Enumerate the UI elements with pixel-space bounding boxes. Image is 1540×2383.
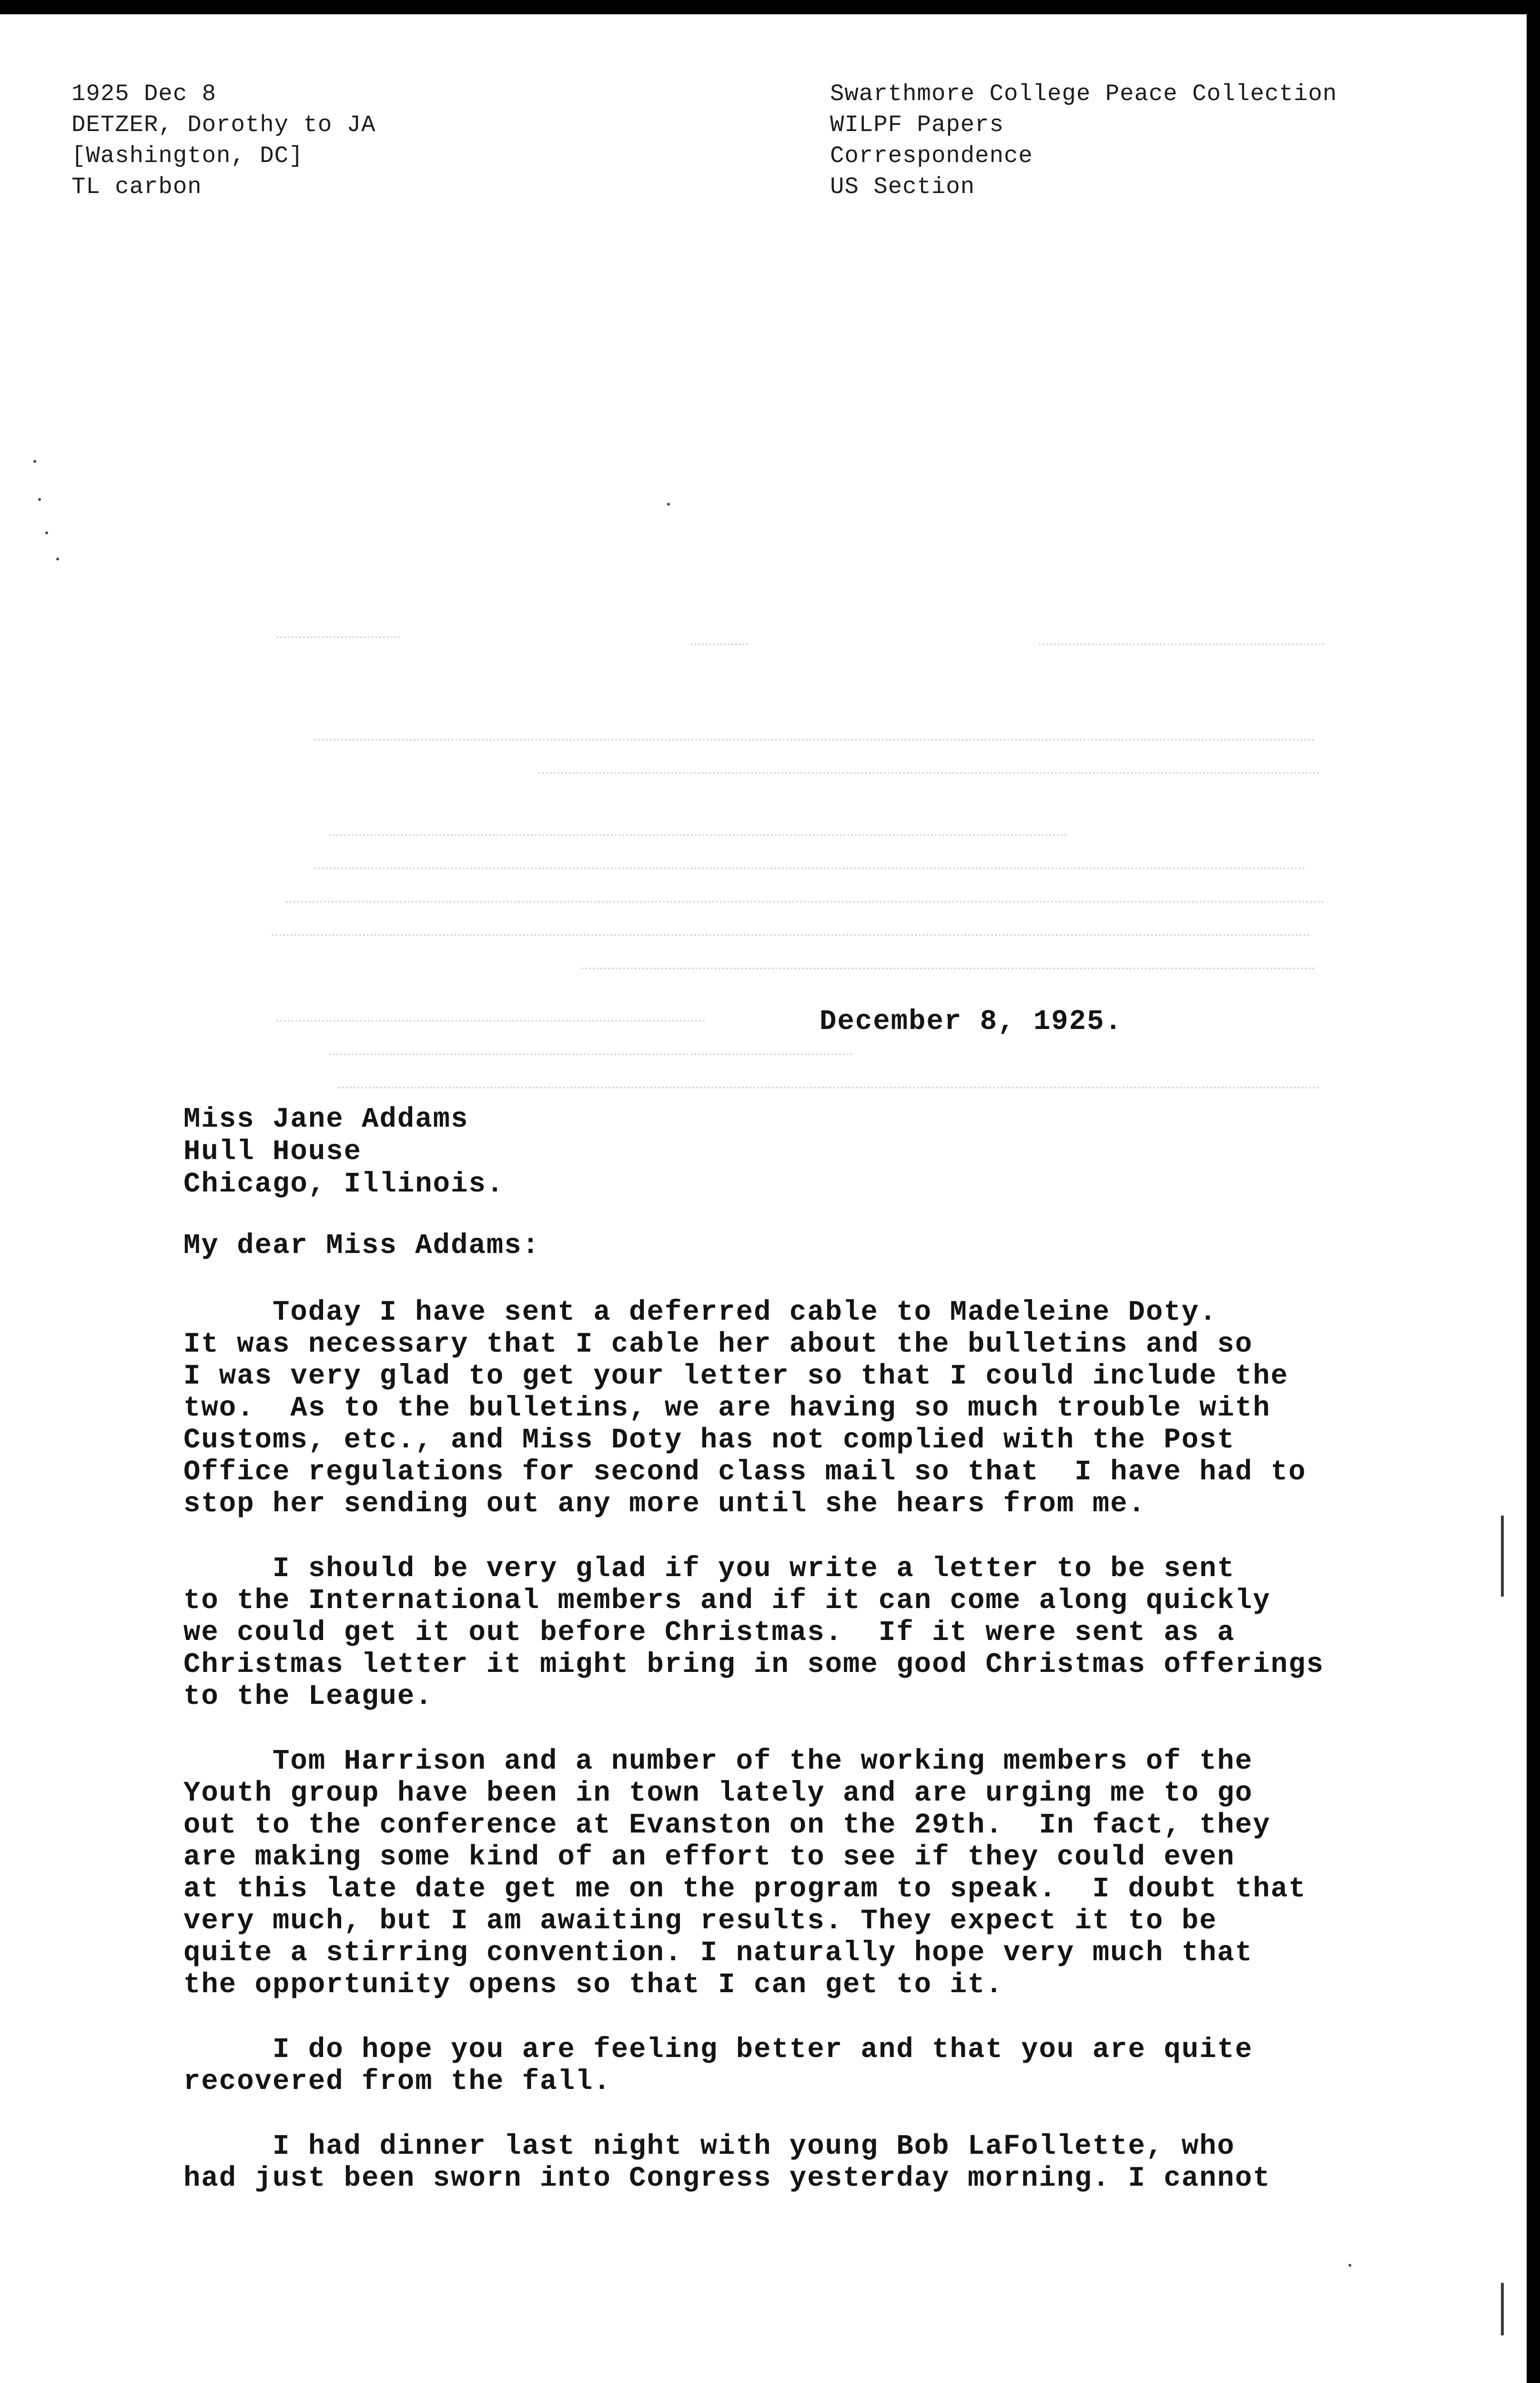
- addressee-house: Hull House: [183, 1136, 362, 1168]
- body-line: Youth group have been in town lately and are urging me to go: [183, 1777, 1253, 1809]
- body-line: to the International members and if it can come along quickly: [183, 1585, 1271, 1617]
- body-line: two. As to the bulletins, we are having so much trouble with: [183, 1392, 1271, 1424]
- paragraph-1: [183, 1296, 1356, 1520]
- paragraph-3: [183, 1745, 1356, 2001]
- letter-body: [183, 1296, 1356, 2227]
- body-line: we could get it out before Christmas. If it were sent as a: [183, 1617, 1235, 1649]
- paragraph-5: [183, 2130, 1356, 2194]
- archive-citation: [71, 79, 376, 203]
- body-line: had just been sworn into Congress yesterday morning. I cannot: [183, 2162, 1271, 2194]
- collection-name: Swarthmore College Peace Collection: [830, 81, 1337, 107]
- body-line: stop her sending out any more until she hears from me.: [183, 1488, 1146, 1520]
- paragraph-4: [183, 2034, 1356, 2098]
- addressee-name: Miss Jane Addams: [183, 1103, 469, 1135]
- paragraph-2: [183, 1553, 1356, 1712]
- body-line: Office regulations for second class mail so that I have had to: [183, 1456, 1307, 1488]
- margin-mark: [1501, 1516, 1504, 1597]
- citation-place: [Washington, DC]: [71, 143, 304, 169]
- collection-papers: WILPF Papers: [830, 112, 1004, 138]
- citation-correspondents: DETZER, Dorothy to JA: [71, 112, 376, 138]
- body-line: I should be very glad if you write a letter to be sent: [183, 1553, 1235, 1585]
- body-line: It was necessary that I cable her about the bulletins and so: [183, 1328, 1253, 1360]
- citation-date: 1925 Dec 8: [71, 81, 217, 107]
- letter-page: [0, 14, 1527, 2383]
- addressee-block: [183, 1103, 504, 1201]
- body-line: Christmas letter it might bring in some good Christmas offerings: [183, 1649, 1324, 1680]
- body-line: are making some kind of an effort to see if they could even: [183, 1841, 1235, 1873]
- body-line: Tom Harrison and a number of the working members of the: [183, 1745, 1253, 1777]
- collection-series: Correspondence: [830, 143, 1033, 169]
- body-line: recovered from the fall.: [183, 2066, 611, 2098]
- body-line: I had dinner last night with young Bob LaFollette, who: [183, 2130, 1235, 2162]
- body-line: Customs, etc., and Miss Doty has not complied with the Post: [183, 1424, 1235, 1456]
- body-line: out to the conference at Evanston on the 29th. In fact, they: [183, 1809, 1271, 1841]
- citation-format: TL carbon: [71, 173, 202, 200]
- collection-section: US Section: [830, 173, 975, 200]
- body-line: I do hope you are feeling better and that you are quite: [183, 2034, 1253, 2066]
- letter-date: December 8, 1925.: [820, 1006, 1123, 1038]
- addressee-city: Chicago, Illinois.: [183, 1168, 505, 1200]
- body-line: I was very glad to get your letter so that I could include the: [183, 1360, 1289, 1392]
- body-line: quite a stirring convention. I naturally hope very much that: [183, 1937, 1253, 1969]
- body-line: very much, but I am awaiting results. They expect it to be: [183, 1905, 1217, 1937]
- body-line: Today I have sent a deferred cable to Madeleine Doty.: [183, 1296, 1217, 1328]
- scan-edge-shadow: [1527, 691, 1540, 2383]
- body-line: at this late date get me on the program to speak. I doubt that: [183, 1873, 1307, 1905]
- body-line: to the League.: [183, 1680, 433, 1712]
- salutation: My dear Miss Addams:: [183, 1230, 540, 1262]
- body-line: the opportunity opens so that I can get to it.: [183, 1969, 1003, 2001]
- archive-collection: [830, 79, 1337, 203]
